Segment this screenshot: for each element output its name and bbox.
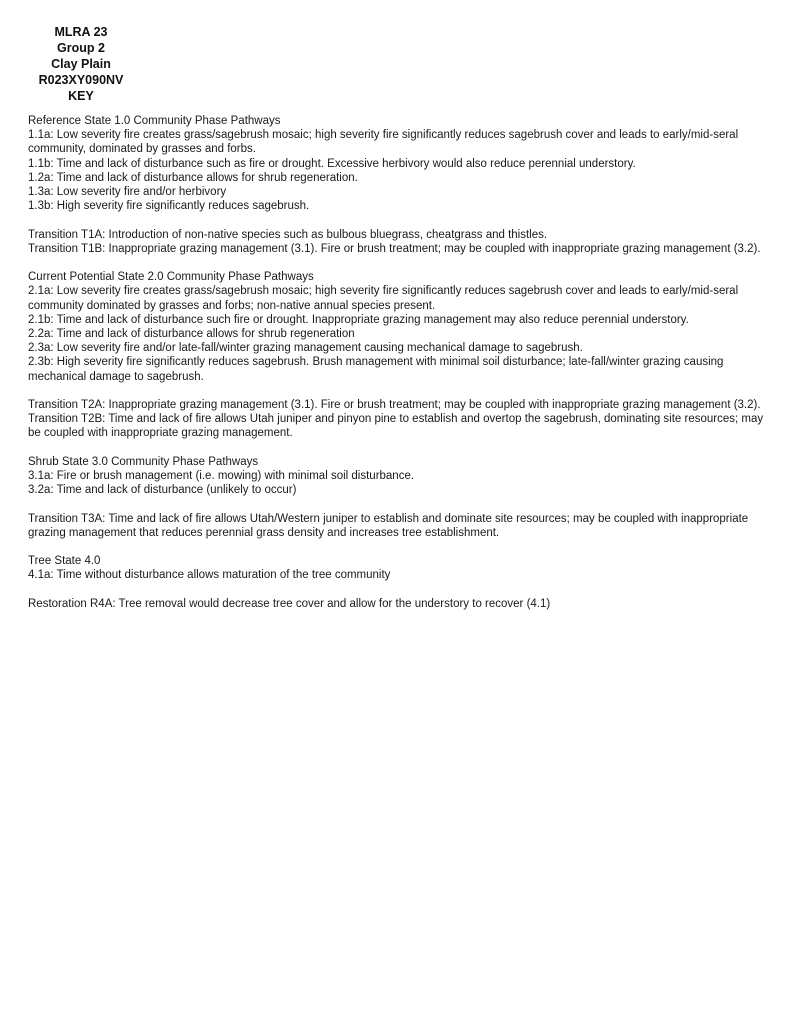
pathway-2-3a: 2.3a: Low severity fire and/or late-fall/winter grazing management causing mechanical damage to sagebrush. <box>28 342 583 355</box>
transition-t3a: Transition T3A: Time and lack of fire allows Utah/Western juniper to establish and dominate site resources; may be coupled with inappropriate grazing management that reduces perennial grass density and increases tree establishment. <box>28 512 749 539</box>
header-line-group: Group 2 <box>57 41 105 55</box>
section-transitions-t1 <box>28 228 773 256</box>
header-line-site-id: R023XY090NV <box>38 73 124 87</box>
pathway-2-2a: 2.2a: Time and lack of disturbance allows for shrub regeneration <box>28 328 355 341</box>
pathway-1-1a: 1.1a: Low severity fire creates grass/sagebrush mosaic; high severity fire significantly reduces sagebrush cover and leads to early/mid-seral community, dominated by grasses and forbs. <box>28 129 739 156</box>
restoration-r4a: Restoration R4A: Tree removal would decrease tree cover and allow for the understory to recover (4.1) <box>28 597 551 610</box>
section-shrub-state <box>28 455 773 498</box>
section-restoration <box>28 597 773 611</box>
pathway-1-3a: 1.3a: Low severity fire and/or herbivory <box>28 186 227 199</box>
pathway-1-1b: 1.1b: Time and lack of disturbance such as fire or drought. Excessive herbivory would also reduce perennial understory. <box>28 157 636 170</box>
section-transition-t3 <box>28 512 773 540</box>
transition-t2a: Transition T2A: Inappropriate grazing management (3.1). Fire or brush treatment; may be coupled with inappropriate grazing management (3.2). <box>28 399 761 412</box>
pathway-1-2a: 1.2a: Time and lack of disturbance allows for shrub regeneration. <box>28 171 358 184</box>
pathway-2-3b: 2.3b: High severity fire significantly reduces sagebrush. Brush management with minimal soil disturbance; late-fall/winter grazing causing mechanical damage to sagebrush. <box>28 356 724 383</box>
pathway-2-1b: 2.1b: Time and lack of disturbance such fire or drought. Inappropriate grazing management may also reduce perennial understory. <box>28 313 689 326</box>
section-transitions-t2 <box>28 398 773 441</box>
pathway-4-1a: 4.1a: Time without disturbance allows maturation of the tree community <box>28 569 391 582</box>
document-header <box>0 24 162 104</box>
reference-state-title: Reference State 1.0 Community Phase Pathways <box>28 115 281 127</box>
tree-state-title: Tree State 4.0 <box>28 555 101 568</box>
transition-t1b: Transition T1B: Inappropriate grazing management (3.1). Fire or brush treatment; may be coupled with inappropriate grazing management (3.2). <box>28 242 761 255</box>
transition-t2b: Transition T2B: Time and lack of fire allows Utah juniper and pinyon pine to establish and overtop the sagebrush, dominating site resources; may be coupled with inappropriate grazing management. <box>28 413 764 440</box>
pathway-1-3b: 1.3b: High severity fire significantly reduces sagebrush. <box>28 200 310 213</box>
header-line-site-name: Clay Plain <box>51 57 111 71</box>
header-line-key: KEY <box>68 89 94 103</box>
section-current-potential-state <box>28 270 773 384</box>
section-reference-state <box>28 114 773 213</box>
current-potential-state-title: Current Potential State 2.0 Community Phase Pathways <box>28 271 314 284</box>
pathway-3-1a: 3.1a: Fire or brush management (i.e. mowing) with minimal soil disturbance. <box>28 470 415 483</box>
pathway-2-1a: 2.1a: Low severity fire creates grass/sagebrush mosaic; high severity fire significantly reduces sagebrush cover and leads to early/mid-seral community dominated by grasses and forbs; non-native annual species present. <box>28 285 739 312</box>
transition-t1a: Transition T1A: Introduction of non-native species such as bulbous bluegrass, cheatgrass and thistles. <box>28 228 548 241</box>
header-line-mlra: MLRA 23 <box>54 25 108 39</box>
document-body <box>28 114 773 625</box>
section-tree-state <box>28 554 773 582</box>
shrub-state-title: Shrub State 3.0 Community Phase Pathways <box>28 455 259 468</box>
pathway-3-2a: 3.2a: Time and lack of disturbance (unlikely to occur) <box>28 484 297 497</box>
